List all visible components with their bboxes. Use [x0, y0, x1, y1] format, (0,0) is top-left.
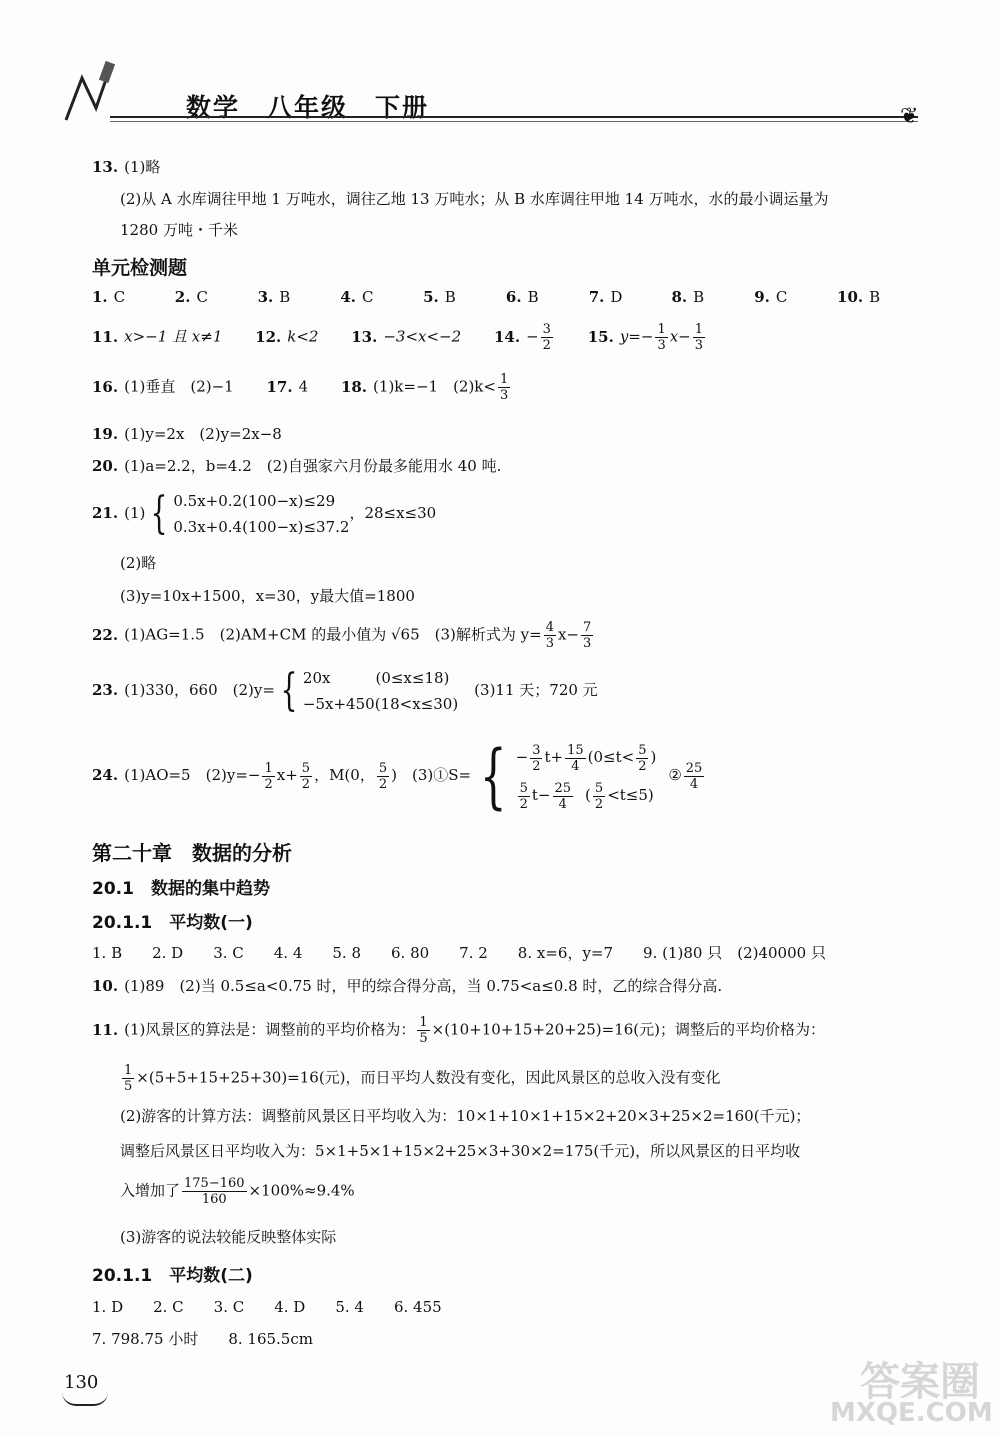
mc-item: 9. C	[754, 288, 788, 306]
mc-item: 4. C	[340, 288, 374, 306]
row-16-18: 16. (1)垂直 (2)−1 17. 4 18. (1)k=−1 (2)k< $\frac{1}{3}$	[92, 372, 509, 403]
fraction: $\frac{175-160}{160}$	[184, 1176, 245, 1207]
brace-icon: {	[479, 735, 507, 817]
fraction: $\frac{1}{3}$	[499, 372, 509, 403]
row-11-15: 11. x>−1 且 x≠1 12. k<2 13. −3<x<−2 14. − $\frac{3}{2}$ 15. y=− $\frac{1}{3}$ x− $\frac{1}{3}$	[92, 322, 704, 353]
mc-item: 5. B	[423, 288, 456, 306]
unit-test-title: 单元检测题	[92, 257, 188, 279]
mc-item: 7. D	[588, 288, 623, 306]
fraction: $\frac{1}{5}$	[419, 1015, 428, 1046]
piecewise-function: 20x (0≤x≤18) −5x+450(18<x≤30)	[302, 669, 459, 713]
piecewise-s: − $\frac{3}{2}$ t+ $\frac{15}{4}$ (0≤t< $\frac{5}{2}$ ) $\frac{5}{2}$ t− $\frac{25}{4}$ ( $\frac{5}{2}$ <t≤5)	[515, 742, 657, 812]
fraction: $\frac{4}{3}$	[545, 620, 554, 651]
mc-row	[92, 288, 915, 306]
row-20: 20. (1)a=2.2，b=4.2 (2)自强家六月份最多能用水 40 吨.	[92, 457, 502, 475]
q13-part1: (1)略	[124, 158, 161, 176]
fraction: $\frac{7}{3}$	[583, 620, 592, 651]
brace-icon: {	[280, 665, 298, 716]
row-11b-line6: (3)游客的说法较能反映整体实际	[120, 1228, 337, 1246]
section-20-1-title: 20.1 数据的集中趋势	[92, 879, 270, 899]
mc-item: 3. B	[257, 288, 291, 306]
row-21-part2: (2)略	[120, 554, 157, 572]
section-20-1-1a-title: 20.1.1 平均数(一)	[92, 913, 253, 933]
q13-part2: (2)从 A 水库调往甲地 1 万吨水，调往乙地 13 万吨水；从 B 水库调往甲地 14 万吨水，水的最小调运量为	[120, 190, 829, 208]
row-11b-line3: (2)游客的计算方法：调整前风景区日平均收入为：10×1+10×1+15×2+20×3+25×2=160(千元)；	[120, 1107, 811, 1125]
row-c-answers: 7. 798.75 小时 8. 165.5cm	[92, 1330, 313, 1348]
watermark-url: MXQE.COM	[830, 1398, 993, 1428]
fraction: $\frac{5}{2}$	[378, 760, 388, 792]
brace-icon: {	[150, 488, 168, 539]
header-rule-thin	[110, 121, 918, 122]
row-21-part3: (3)y=10x+1500，x=30，y最大值=1800	[120, 587, 415, 605]
mc-item: 1. C	[92, 288, 126, 306]
mc-item: 8. B	[671, 288, 705, 306]
q13-part3: 1280 万吨・千米	[120, 221, 238, 239]
watermark: 答案圈	[860, 1359, 980, 1405]
mc-item: 2. C	[174, 288, 208, 306]
row-11b-line1: 11. (1)风景区的算法是：调整前的平均价格为： $\frac{1}{5}$ ×(10+10+15+20+25)=16(元)；调整后的平均价格为：	[92, 1015, 825, 1046]
fraction: $\frac{1}{2}$	[264, 760, 273, 792]
header-rule	[110, 116, 918, 118]
header-ornament-icon: ❦	[900, 104, 919, 129]
q13-number: 13.	[92, 158, 119, 176]
fraction: $\frac{5}{2}$	[301, 760, 311, 792]
fraction: $\frac{1}{3}$	[657, 322, 666, 353]
fraction: $\frac{1}{3}$	[694, 322, 704, 353]
row-19: 19. (1)y=2x (2)y=2x−8	[92, 425, 282, 443]
row-22: 22. (1)AG=1.5 (2)AM+CM 的最小值为 √65 (3)解析式为 y= $\frac{4}{3}$ x− $\frac{7}{3}$	[92, 620, 592, 651]
fraction: $\frac{25}{4}$	[685, 760, 703, 792]
row-23: 23. (1)330，660 (2)y= { 20x (0≤x≤18) −5x+450(18<x≤30) (3)11 天；720 元	[92, 665, 598, 716]
header-title: 数学 八年级 下册	[186, 93, 430, 122]
mc-item: 6. B	[505, 288, 539, 306]
chapter-title: 第二十章 数据的分析	[92, 841, 292, 865]
row-21: 21. (1) { 0.5x+0.2(100−x)≤29 0.3x+0.4(100−x)≤37.2 ，28≤x≤30	[92, 488, 437, 539]
row-b-answers: 1. D 2. C 3. C 4. D 5. 4 6. 455	[92, 1298, 442, 1316]
mc-item: 10. B	[837, 288, 881, 306]
row-11b-line2: $\frac{1}{5}$ ×(5+5+15+25+30)=16(元)，而日平均人数没有变化，因此风景区的总收入没有变化	[124, 1063, 721, 1094]
fraction: $\frac{3}{2}$	[542, 322, 551, 353]
page-number-curve	[62, 1392, 108, 1406]
row-a-answers: 1. B 2. D 3. C 4. 4 5. 8 6. 80 7. 2 8. x=6，y=7 9. (1)80 只 (2)40000 只	[92, 944, 826, 962]
row-24: 24. (1)AO=5 (2)y=− $\frac{1}{2}$ x+ $\frac{5}{2}$ ，M(0， $\frac{5}{2}$ ) (3)①S= { − $\frac{3}{2}$ t+ $\frac{15}{4}$ (0≤t< $\frac{5}{2}$ ) $\frac{5}{2}$ t− $\frac{25}{4}$ ( $\frac{5}{2}$ <t≤5) ② $\frac{25}{4}$	[92, 735, 703, 817]
row-11b-line5: 入增加了 $\frac{175-160}{160}$ ×100%≈9.4%	[120, 1176, 355, 1207]
row-10b: 10. (1)89 (2)当 0.5≤a<0.75 时，甲的综合得分高，当 0.75<a≤0.8 时，乙的综合得分高.	[92, 977, 723, 995]
inequality-system: 0.5x+0.2(100−x)≤29 0.3x+0.4(100−x)≤37.2	[173, 492, 350, 536]
q13-line1	[92, 156, 160, 177]
page-number: 130	[64, 1372, 99, 1393]
row-11b-line4: 调整后风景区日平均收入为：5×1+5×1+15×2+25×3+30×2=175(千元)，所以风景区的日平均收	[120, 1142, 801, 1160]
section-20-1-1b-title: 20.1.1 平均数(二)	[92, 1266, 253, 1286]
fraction: $\frac{1}{5}$	[124, 1063, 133, 1094]
